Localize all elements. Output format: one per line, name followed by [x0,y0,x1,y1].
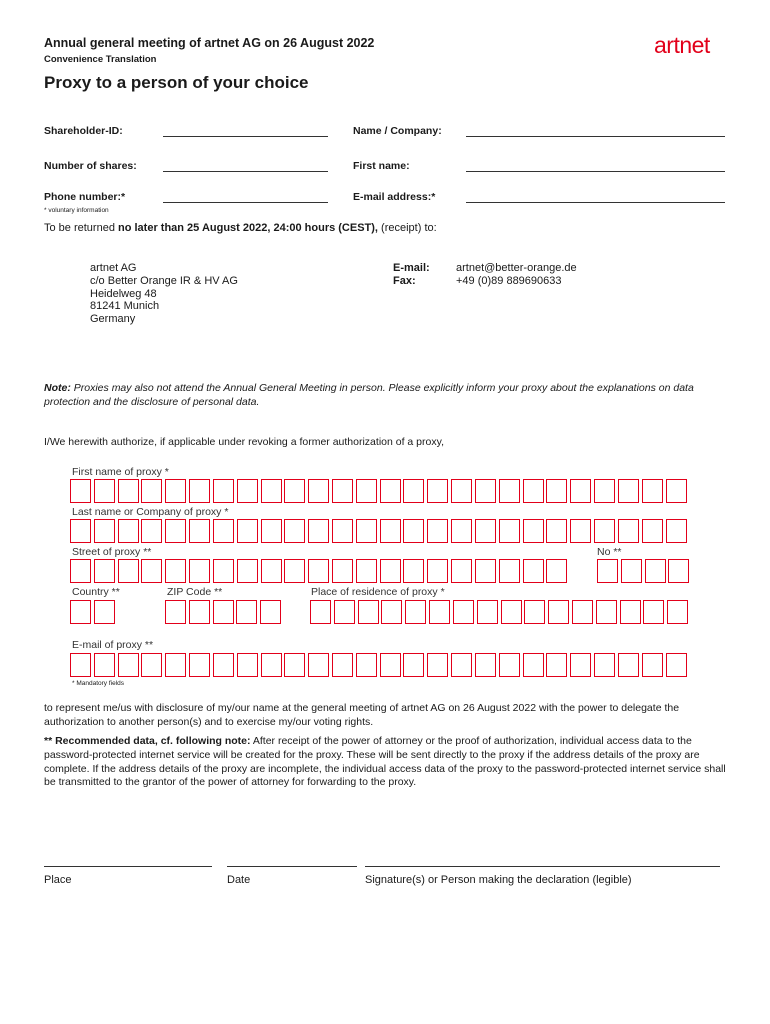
proxy-residence-boxes[interactable] [0,600,770,626]
char-box[interactable] [642,479,663,503]
char-box[interactable] [523,479,544,503]
char-box[interactable] [594,653,615,677]
char-box[interactable] [70,653,91,677]
char-box[interactable] [499,519,520,543]
char-box[interactable] [403,653,424,677]
char-box[interactable] [381,600,402,624]
char-box[interactable] [236,600,257,624]
proxy-email-boxes[interactable] [0,653,770,679]
char-box[interactable] [284,479,305,503]
char-box[interactable] [427,519,448,543]
char-box[interactable] [668,559,689,583]
char-box[interactable] [427,479,448,503]
char-box[interactable] [308,479,329,503]
char-box[interactable] [260,600,281,624]
char-box[interactable] [451,519,472,543]
char-box[interactable] [94,653,115,677]
char-box[interactable] [642,519,663,543]
char-box[interactable] [403,479,424,503]
proxy-last-name-label: Last name or Company of proxy * [72,506,229,518]
char-box[interactable] [380,519,401,543]
char-box[interactable] [546,479,567,503]
char-box[interactable] [70,559,91,583]
char-box[interactable] [165,479,186,503]
char-box[interactable] [570,653,591,677]
char-box[interactable] [524,600,545,624]
proxy-street-boxes[interactable] [0,559,770,585]
char-box[interactable] [380,559,401,583]
number-of-shares-field[interactable] [163,171,328,172]
email-address-field[interactable] [466,202,725,203]
shareholder-id-field[interactable] [163,136,328,137]
char-box[interactable] [594,479,615,503]
char-box[interactable] [618,519,639,543]
place-signature-line[interactable] [44,866,212,867]
char-box[interactable] [284,653,305,677]
char-box[interactable] [453,600,474,624]
char-box[interactable] [621,559,642,583]
char-box[interactable] [618,479,639,503]
char-box[interactable] [451,559,472,583]
char-box[interactable] [189,479,210,503]
char-box[interactable] [546,653,567,677]
char-box[interactable] [165,653,186,677]
char-box[interactable] [405,600,426,624]
proxy-street-label: Street of proxy ** [72,546,152,558]
char-box[interactable] [70,479,91,503]
form-title: Proxy to a person of your choice [44,73,309,92]
translation-note: Convenience Translation [44,54,157,65]
char-box[interactable] [94,479,115,503]
char-box[interactable] [94,559,115,583]
char-box[interactable] [141,559,162,583]
artnet-logo: artnet [654,32,710,58]
char-box[interactable] [667,600,688,624]
char-box[interactable] [237,559,258,583]
char-box[interactable] [475,559,496,583]
char-box[interactable] [380,653,401,677]
char-box[interactable] [261,559,282,583]
char-box[interactable] [118,479,139,503]
char-box[interactable] [284,519,305,543]
char-box[interactable] [427,559,448,583]
char-box[interactable] [213,519,234,543]
char-box[interactable] [332,559,353,583]
char-box[interactable] [501,600,522,624]
phone-number-label: Phone number:* [44,191,126,203]
char-box[interactable] [94,519,115,543]
phone-number-field[interactable] [163,202,328,203]
char-box[interactable] [642,653,663,677]
char-box[interactable] [499,479,520,503]
char-box[interactable] [118,653,139,677]
char-box[interactable] [237,519,258,543]
char-box[interactable] [141,653,162,677]
char-box[interactable] [618,653,639,677]
address-line: Germany [90,313,136,326]
char-box[interactable] [189,600,210,624]
char-box[interactable] [237,479,258,503]
char-box[interactable] [570,519,591,543]
shareholder-id-label: Shareholder-ID: [44,125,123,137]
data-protection-note: Note: Proxies may also not attend the Annual General Meeting in person. Please explicitly inform your proxy about the explanations on data protection and the disclosure of personal data. [44,382,694,408]
char-box[interactable] [403,519,424,543]
char-box[interactable] [356,479,377,503]
proxy-last-name-boxes[interactable] [0,519,770,545]
char-box[interactable] [141,519,162,543]
representation-statement: to represent me/us with disclosure of my/our name at the general meeting of artnet AG on 26 August 2022 with the power to delegate the authorization to another person(s) and to exercise my/our voting rights. [44,702,680,728]
char-box[interactable] [308,653,329,677]
char-box[interactable] [666,479,687,503]
char-box[interactable] [620,600,641,624]
proxy-zip-label: ZIP Code ** [167,586,223,598]
meeting-title: Annual general meeting of artnet AG on 26 August 2022 [44,36,375,50]
char-box[interactable] [332,479,353,503]
char-box[interactable] [70,519,91,543]
char-box[interactable] [499,559,520,583]
char-box[interactable] [118,559,139,583]
email-contact-label: E-mail: [393,262,430,274]
char-box[interactable] [310,600,331,624]
mandatory-note: * Mandatory fields [72,680,125,687]
proxy-country-label: Country ** [72,586,120,598]
address-line: Heidelweg 48 [90,287,157,300]
proxy-first-name-label: First name of proxy * [72,466,169,478]
first-name-label: First name: [353,160,410,172]
proxy-number-label: No ** [597,546,622,558]
char-box[interactable] [141,479,162,503]
char-box[interactable] [261,479,282,503]
char-box[interactable] [451,479,472,503]
char-box[interactable] [548,600,569,624]
char-box[interactable] [189,653,210,677]
proxy-email-label: E-mail of proxy ** [72,639,154,651]
number-of-shares-label: Number of shares: [44,160,137,172]
char-box[interactable] [546,559,567,583]
char-box[interactable] [213,479,234,503]
fax-contact-label: Fax: [393,275,416,287]
date-label: Date [227,874,251,886]
signature-line[interactable] [365,866,720,867]
char-box[interactable] [666,519,687,543]
char-box[interactable] [570,479,591,503]
char-box[interactable] [596,600,617,624]
char-box[interactable] [284,559,305,583]
char-box[interactable] [403,559,424,583]
char-box[interactable] [94,600,115,624]
address-line: 81241 Munich [90,300,160,313]
char-box[interactable] [546,519,567,543]
char-box[interactable] [475,653,496,677]
char-box[interactable] [70,600,91,624]
char-box[interactable] [429,600,450,624]
char-box[interactable] [643,600,664,624]
char-box[interactable] [213,653,234,677]
char-box[interactable] [261,519,282,543]
recommended-data-note: ** Recommended data, cf. following note: After receipt of the power of attorney or the proof of authorization, individual access data to the password-protected internet service will be created for the proxy. These will be sent directly to the proxy if the address details of the proxy are complete. If the address details of the proxy are incomplete, the individual access data of the proxy to the password-protected internet service shall be transmitted to the grantor of the power of attorney for forwarding to the proxy. [44,735,726,789]
char-box[interactable] [594,519,615,543]
char-box[interactable] [356,559,377,583]
voluntary-note: * voluntary information [44,207,109,214]
char-box[interactable] [645,559,666,583]
char-box[interactable] [475,479,496,503]
char-box[interactable] [451,653,472,677]
char-box[interactable] [261,653,282,677]
char-box[interactable] [334,600,355,624]
return-instructions: To be returned no later than 25 August 2022, 24:00 hours (CEST), (receipt) to: [44,222,437,234]
date-signature-line[interactable] [227,866,357,867]
char-box[interactable] [332,519,353,543]
char-box[interactable] [477,600,498,624]
char-box[interactable] [572,600,593,624]
char-box[interactable] [165,519,186,543]
char-box[interactable] [332,653,353,677]
char-box[interactable] [356,519,377,543]
char-box[interactable] [356,653,377,677]
char-box[interactable] [523,653,544,677]
signature-label: Signature(s) or Person making the declaration (legible) [365,874,632,886]
address-line: c/o Better Orange IR & HV AG [90,274,238,287]
char-box[interactable] [308,519,329,543]
char-box[interactable] [358,600,379,624]
fax-contact-value: +49 (0)89 889690633 [456,275,562,287]
char-box[interactable] [666,653,687,677]
char-box[interactable] [597,559,618,583]
char-box[interactable] [499,653,520,677]
char-box[interactable] [523,519,544,543]
return-address [90,262,238,326]
authorization-statement: I/We herewith authorize, if applicable under revoking a former authorization of a proxy, [44,436,444,448]
proxy-place-label: Place of residence of proxy * [311,586,445,598]
address-line: artnet AG [90,262,137,274]
char-box[interactable] [523,559,544,583]
name-company-label: Name / Company: [353,125,442,137]
char-box[interactable] [427,653,448,677]
char-box[interactable] [380,479,401,503]
email-contact-value: artnet@better-orange.de [456,262,577,274]
char-box[interactable] [308,559,329,583]
char-box[interactable] [165,559,186,583]
char-box[interactable] [118,519,139,543]
char-box[interactable] [213,559,234,583]
place-label: Place [44,874,72,886]
proxy-first-name-boxes[interactable] [0,479,770,505]
name-company-field[interactable] [466,136,725,137]
char-box[interactable] [213,600,234,624]
char-box[interactable] [237,653,258,677]
first-name-field[interactable] [466,171,725,172]
char-box[interactable] [475,519,496,543]
char-box[interactable] [165,600,186,624]
char-box[interactable] [189,519,210,543]
email-address-label: E-mail address:* [353,191,436,203]
char-box[interactable] [189,559,210,583]
